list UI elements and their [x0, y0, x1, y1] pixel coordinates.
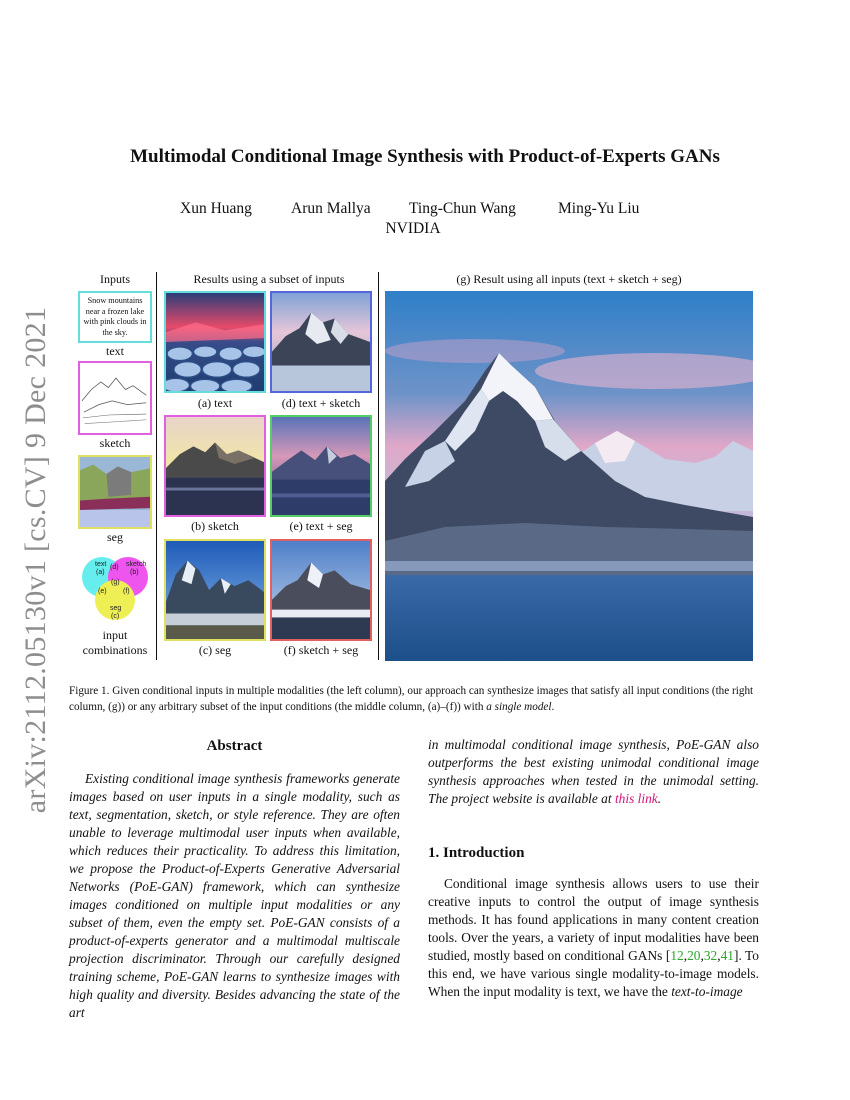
result-d-image [270, 291, 372, 393]
label-input-combinations: input combinations [82, 628, 148, 657]
abstract-cont-text: in multimodal conditional image synthesis, PoE-GAN also outperforms the best existing unimodal conditional image synthesis approaches when tested in the unimodal setting. The project website is available at [428, 737, 759, 806]
citation-20[interactable]: 20 [687, 948, 701, 963]
header-subset: Results using a subset of inputs [193, 272, 345, 286]
caption-text: Figure 1. Given conditional inputs in multiple modalities (the left column), our approach can synthesize images that satisfy all input conditions (the right column, (g)) or any arbitrary subset of the input conditions (the middle column, (a)–(f)) with [69, 685, 754, 713]
venn-sketch-tag: (b) [130, 569, 139, 576]
sketch-input [78, 361, 152, 435]
label-result-a: (a) text [197, 396, 233, 410]
intro-heading: 1. Introduction [428, 845, 525, 861]
result-e-image [270, 415, 372, 517]
abstract-heading: Abstract [206, 738, 263, 754]
sketch-drawing [80, 363, 150, 433]
label-result-c: (c) seg [198, 643, 232, 657]
label-result-e: (e) text + seg [289, 519, 353, 533]
author-2: Arun Mallya [291, 200, 371, 217]
citation-12[interactable]: 12 [670, 948, 684, 963]
abstract-body: Existing conditional image synthesis frameworks generate images based on user inputs in a single modality, such as text, segmentation, sketch, or style reference. They are often unable to leverage multimodal user inputs when available, which reduces their practicality. To address this limitation, we propose the Product-of-Experts Generative Adversarial Networks (PoE-GAN) framework, which can synthesize images conditioned on multiple input modalities or any subset of them, even the empty set. PoE-GAN consists of a product-of-experts generator and a multimodal multiscale projection discriminator. Through our carefully designed training scheme, PoE-GAN learns to synthesize images with high quality and diversity. Besides advancing the state of the art [69, 771, 400, 1020]
divider-left [156, 272, 157, 660]
intro-paragraph: Conditional image synthesis allows users to use their creative inputs to control the output of image synthesis methods. It has found applications in many content creation tools. Over the years, a variety of input modalities have been studied, mostly based on conditional GANs [12,20,32,41]. To this end, we have various single modality-to-image models. When the input modality is text, we have the text-to-image [428, 876, 759, 999]
result-c-image [164, 539, 266, 641]
venn-text-tag: (a) [96, 569, 105, 576]
affiliation: NVIDIA [385, 220, 441, 237]
author-4: Ming-Yu Liu [558, 200, 640, 217]
label-sketch: sketch [99, 436, 131, 450]
citation-41[interactable]: 41 [720, 948, 734, 963]
caption-italic: a single model [486, 700, 552, 713]
result-f-image [270, 539, 372, 641]
label-text: text [106, 344, 124, 358]
venn-diagram [78, 554, 152, 626]
paper-title: Multimodal Conditional Image Synthesis with Product-of-Experts GANs [130, 146, 720, 167]
intro-text-1: Conditional image synthesis allows users to use their creative inputs to control the output of image synthesis methods. It has found applications in many content creation tools. Over the years, a variety of input modalities have been studied, mostly based on conditional GANs [ [428, 876, 759, 963]
label-result-b: (b) sketch [191, 519, 239, 533]
venn-text-label: text [95, 561, 107, 568]
seg-input [78, 455, 152, 529]
venn-e: (e) [98, 588, 107, 595]
caption-end: . [551, 700, 555, 713]
text-input-box [78, 291, 152, 343]
figure-caption [69, 684, 759, 715]
arxiv-stamp-text: arXiv:2112.05130v1 [cs.CV] 9 Dec 2021 [19, 306, 52, 814]
text-input-content: Snow mountains near a frozen lake with pink clouds in the sky. [83, 296, 147, 337]
intro-italic: text-to-image [671, 984, 743, 999]
venn-d: (d) [110, 564, 119, 571]
intro-text-2: ]. To this end, we have various single modality-to-image models. When the input modality is text, we have the [428, 948, 759, 999]
seg-map [80, 457, 150, 527]
venn-seg-tag: (c) [111, 613, 120, 620]
venn-f: (f) [123, 588, 130, 595]
header-all: (g) Result using all inputs (text + sketch + seg) [456, 272, 682, 286]
author-3: Ting-Chun Wang [409, 200, 516, 217]
venn-seg-label: seg [110, 605, 122, 612]
divider-right [378, 272, 379, 660]
label-seg: seg [107, 530, 123, 544]
citation-32[interactable]: 32 [703, 948, 718, 963]
author-1: Xun Huang [180, 200, 252, 217]
label-result-d: (d) text + sketch [281, 396, 361, 410]
project-website-link[interactable]: this link [614, 791, 658, 806]
abstract-end: . [657, 791, 662, 806]
abstract-continued [428, 736, 759, 808]
venn-sketch-label: sketch [126, 561, 147, 568]
venn-g: (g) [111, 579, 120, 586]
header-inputs: Inputs [100, 272, 130, 286]
result-g-image [385, 291, 753, 661]
result-a-image [164, 291, 266, 393]
label-result-f: (f) sketch + seg [283, 643, 359, 657]
result-b-image [164, 415, 266, 517]
